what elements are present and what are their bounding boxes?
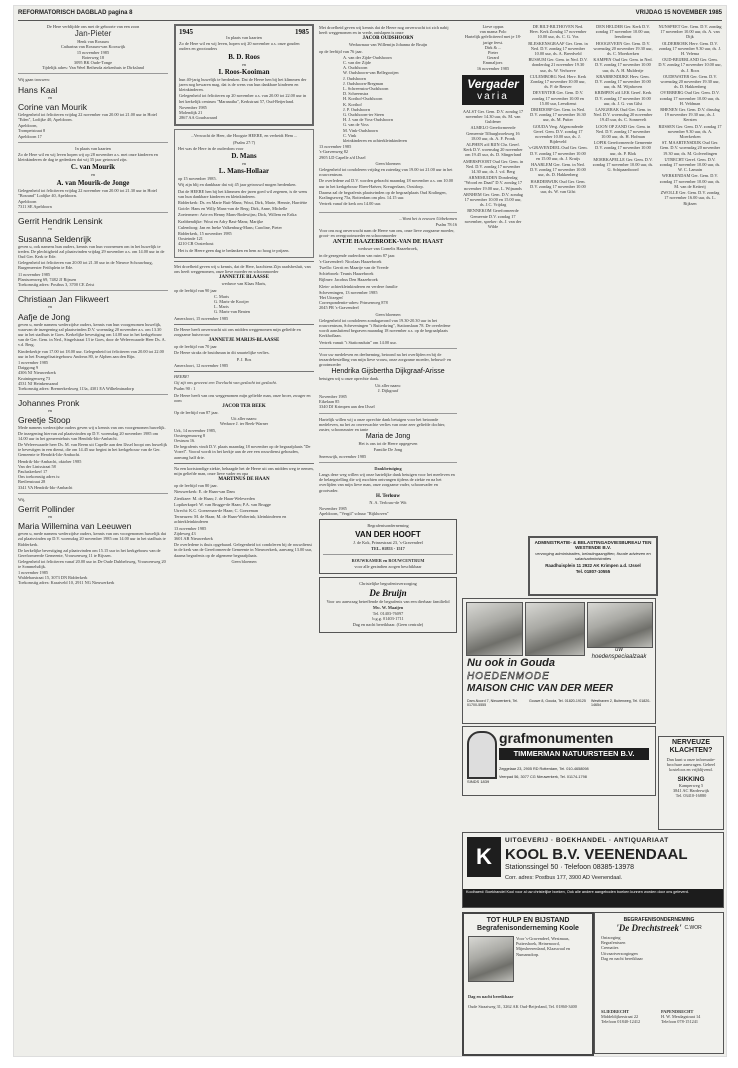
service-entry: AMERSFOORT Oud Ger. Gem. in Ned. D.V. zondag 17 november 14.30 uur, ds. J. v.d. Berg [462, 158, 524, 175]
service-entry: ZWOLLE Ger. Gem. D.V. zondag 17 november 16.00 uur, ds. L. Rijksen [660, 190, 720, 206]
tombstone-icon [467, 731, 497, 779]
service-entry: GOUDA Verg. Afgezonderde Geref. Gem. D.V. zondag 17 november 10.00 uur, ds. J. Bijdeveld [532, 123, 584, 145]
hat-photo-right [587, 602, 653, 648]
service-entry: KAMPEN Oud Ger. Gem. in Ned. D.V. zondag 17 november 10.00 uur, ds. A. H. Mulderije [593, 57, 653, 73]
service-entry: LOON OP ZAND Ger. Gem. in Ned. D.V. zondag 17 november 10.00 uur, ds. H. Hofman [595, 123, 651, 140]
vergader-varia-logo: Vergader varia [462, 75, 524, 105]
service-entry: RIJSSEN Ger. Gem. D.V. zondag 17 november 9.30 uur, ds. A. Moerkerken [658, 123, 722, 140]
service-entry: KRABBENDIJKE Herv. Gem. D.V. zondag 17 november 10.00 uur, ds. M. Wijnhoven [595, 73, 651, 90]
column-5 [528, 24, 588, 539]
column-2 [174, 24, 314, 1054]
terlouw-notice: Dankbetuiging Langs deze weg willen wij onze hartelijke dank betuigen voor het meeleven en de belangstelling die wij mochten ontvangen tijdens de ziekte en na het overlijden van mijn lieve man, onze zorgzame vader, schoonvader en grootvader. H. Terlouw N. A. Terlouw-de Wit November 1985 Apeldoorn, "Vergil" schuur "Rijkhoven" [319, 465, 455, 517]
bruijn-ad: Christelijke begrafenisverzorging De Bruijn Voor uw aanvraag betreffende de begrafenis van een dierbaar familielid Mw. W. Maaijen Tel. 01403-76097 b.g.g. 01403-1711 Dag en nacht bereikbaar. (Geen centrale) [319, 577, 457, 632]
grafmonumenten-ad: grafmonumenten TIMMERMAN NATUURSTEEN B.V. SINDS 1839 Zeggelaar 23, 2905 RD Rotterdam, Tel. 010-4658098 Veerpad 56, 3077 CG Nieuwerkerk, Tel. 01174-1798 [462, 726, 656, 796]
service-entry: BENNEKOM Gereformeerde Gemeente D.V. zondag 17 november, spreker: ds. J. van der Wilde [464, 208, 522, 230]
mans-box: ...Verwacht de Heer, die Hoogste HEERE, en verbeidt Hem ... (Psalm 27:7) Het was de Here in de ouderdom voor D. Mans en L. Mans-Hollaar op 15 november 1985. Wij zijn blij en dankbaar dat wij 45 jaar getrouwd mogen herdenken. Dat de HEERE hen bij het klimmen der jaren goed wil zegenen, is de wens van hun dankbare kinderen en kleinkinderen. Ridderkerk: Ds. en Marie Buit-Mans; Wout, Dirk, Marie, Hennie, Harriëtte Goirle: Hans en Willy Mans-van de Berg; Dirk, Anne, Michelle Zoetermeer: Arie en Henny Mans-Bodewijns; Dick, Willem en Erika Krabbendijke: Wout en Adry Bast-Mans; Marijke Culemborg: Jan en Ineke Valkenburg-Mans; Caroline, Pieter Ridderkerk, 15 november 1985 Oosteinde 121 4210 CB Oosterhout Het is de Heere geen dag te bedanken en hem zo hoog te prijzen. [174, 129, 314, 257]
service-entry: ST. MAARTENSDIJK Oud Ger. Gem. D.V. woensdag 20 november 19.30 uur, ds. M. Golverdingen [659, 140, 721, 156]
column-7 [658, 24, 722, 844]
couple-name-2: Corine van Mourik [18, 101, 87, 112]
service-entry: ARNEMUIDEN Donderdag "Woord en Daad" D.V. zondag 17 november 19.00 uur, L. Wijnands [463, 175, 523, 191]
service-entry: KRIMPEN a/d LEK Geref. Kerk D.V. zondag 17 november 10.00 uur, ds. J. G. van Gilst [594, 90, 652, 106]
service-entry: LANGERAK Oud Ger. Gem. in Ned. D.V. woensdag 20 november 19.45 uur, ds. C. Sonnevelt [593, 107, 653, 123]
service-entry: 's-GRAVENDEEL Oud Ger. Gem. D.V. zondag 17 november 10.00 en 15.00 uur, ds. J. Kruijs [528, 145, 588, 161]
service-entry: NUNSPEET Ger. Gem. D.V. zondag 17 november 10.00 uur, ds. A. van Dijk [658, 24, 722, 40]
announcement-intro: De Here verblijdde ons met de geboorte van een zoon Jan-Pieter Henk van Rossum Catharina van Rossum-van Kooswijk 15 november 1985 Boterweg 18 3095 BK Oude-Tonge Tijdelijk adres: Van Weel Bethesda ziekenhuis te Dirksland [42, 24, 144, 71]
hoeden-ad: uw hoedenspeciaalzaak Nu ook in Gouda HOEDENMODE MAISON CHIC VAN DER MEER Dam-Noord 7, Nieuwerkerk, Tel. 01700-5555 Gouwe 8, Gouda, Tel. 01820-19125 Westhaven 2, Buitenweg, Tel. 01820-14654 [462, 598, 656, 724]
service-entry: DRIEDORP Ger. Gem. in Ned. D.V. zondag 17 november 16.30 uur, ds. M. Putter [530, 107, 586, 123]
column-3 [319, 24, 457, 1054]
service-entry: BLESKENSGRAAF Ger. Gem. in Ned. D.V. zondag 17 november 10.00 uur, ds. A. Breedveld [528, 40, 588, 57]
service-entry: AALST Ger. Gem. D.V. zondag 17 november 14.30 uur, ds. M. van Guldener [462, 108, 524, 125]
service-entry: WERKENDAM Ger. Gem. D.V. zondag 17 november 10.00 uur, ds. M. van de Ketterij [659, 173, 721, 189]
service-entry: HAARLEM Ger. Gem. in Ned. D.V. zondag 17 november 10.00 uur, ds. D. Hakkenberg [530, 162, 586, 178]
terbeek-notice: HEERE! Gij zijt ons geweest een Toevlucht van geslacht tot geslacht. Psalm 90 : 1 De Heere heeft van ons weggenomen mijn geliefde man, onze broer, zwager en oom JACOB TER BEEK Op de leeftijd van 87 jaar. Uit aller naam: Weduwe J. ter Beek-Warner Urk, 14 november 1985, Oostergemaweg 8 Oestrum 16. De begrafenis vindt D.V. plaats maandag 18 november op de begraafplaats "De Vorrel". Vooraf wordt in het kerkje aan de zee een rouwdienst gehouden, aanvang half drie. [174, 371, 314, 463]
bijstand-ad: TOT HULP EN BIJSTAND Begrafenisonderneming Koole Voor 's-Gravendeel, Westmaas, Puttershoek, Heinenoord, Mijnsheerenland, Klaaswaal en Numansdorp. Dag en nacht bereikbaar Oude Straatweg 31, 3262 AK Oud-Beijerland, Tel. 01860-3400 [462, 912, 594, 1056]
hat-photo-middle [525, 602, 585, 656]
we-marry: Wij gaan trouwen: [18, 77, 50, 83]
service-entry: HOOGEVEEN Ger. Gem. D.V. woensdag 20 november 19.30 uur, ds. C. Moerkerken [593, 40, 653, 57]
service-entry: OVERBERG Oud Ger. Gem. D.V. zondag 17 november 10.00 uur, ds. H. Veldman [659, 90, 721, 106]
oudshoorn-notice: Met droefheid geven wij kennis dat de Heere nog onverwacht tot zich nabij heeft weggenomen en in vrede, ontslapen is onze JACOB OUDSHOORN Weduwnaar van Willemijn Johanna de Bruijn op de leeftijd van 76 jaar. A. van der Zijde-Oudshoorn C. van der Zijde A. Oudshoorn W. Oudshoorn-van Bellegooijen J. Oudshoorn J. Oudshoorn-Bregman L. Schreenstra-Oudshoorn D. Schreenstra H. Korthof-Oudshoorn K. Korthof J. P. Oudshoorn G. Oudshoorn-ter Steen H. J. van de Voss-Oudshoorn G. van de Voss M. Vink-Oudshoorn C. Vink kleinkinderen en achterkleinkinderen 13 november 1985 's-Gravenweg 82 2905 LD Capelle a/d IJssel Geen bloemen Gelegenheid tot condoleren vrijdag en zaterdag van 19.00 tot 21.00 uur in het rouwcentrum. De overledene zal D.V. worden gebracht maandag 18 november a.s. om 10.00 uur in het kerkgebouw Eben-Haëzer, Kreugerlaan, Oostdorp. Daarna zal de begrafenis plaatsvinden op de begraafplaats Oud Kralingen, Kralingseweg 75a, Rotterdam om plm. 14.15 uur. Vertrek vanaf de kerk om 14.00 uur. [319, 25, 454, 207]
column-1: De Here verblijdde ons met de geboorte van een zoon Jan-Pieter Henk van Rossum Catharina van Rossum-van Kooswijk 15 november 1985 Boterweg 18 3095 BK Oude-Tonge Tijdelijk adres: Van Weel Bethesda ziekenhuis te Dirksland Wij gaan trouwen: Hans Kaal en Corine van Mourik Gelegenheid tot feliciteren vrijdag 22 november van 20.00 tot 21.00 uur in Hotel "Eden", Lodijke 40, Apeldoorn. Apeldoorn, Trompetstraat 8 Apeldoorn 17 In plaats van kaarten Zo de Here wil en wij leven hopen wij op 28 november a.s. met onze kinderen en kleinkinderen de dag te gedenken dat wij 35 jaar getrouwd zijn. C. van Mourik en A. van Mourik-de Jonge Gelegenheid tot feliciteren vrijdag 22 november van 20.00 tot 21.30 uur in Hotel "Bosrand" Lodijke 40, Apeldoorn. Apeldoorn 7311 SE Apeldoorn Gerrit Hendrik Lensink en Susanna Seldenrijk geven u, ook namens hun ouders, kennis van hun voornemen om in het huwelijk te treden. De plechtigheid zal plaatsvinden vrijdag 29 november a.s. om 14.00 uur in de Oud Ger. Kerk te Ede. Gelegenheid tot feliciteren van 20.00 tot 21.30 uur in de Nieuwe Schouwburg, Burgemeester Feithplein te Ede. 11 november 1985 Plantsoenweg 69, 7482 JJ Rijssen Toekomstig adres: Postbus 3, 3700 CE Zeist Christiaan Jan Flikweert en Aafje de Jong geven u, mede namens wederzijdse ouders, kennis van hun voorgenomen huwelijk, waarvan de inzegening zal plaatsvinden D.V. woensdag 20 november a.s. om 13.30 uur in het stadhuis te Goes. Kerkelijke bevestiging om 14.00 uur in het kerkgebouw van de Ger. Gem. in Ned., Singelstraat 13 te Goes, door de Weleerwaarde Heer Ds. A. v.d. Berg. Kinderkerkje van 17.00 tot 18.00 uur. Gelegenheid tot feliciteren van 20.00 tot 22.00 uur in het Evangelisatiegebouw Andreas 80, te Alphen aan den Rijn. 1 november 1985 Daiggong 9 4306 NJ Nieuwerkerk Kruiningenweg 73 4531 NJ Heinkenszand Toekomstig adres: Bremerkerkweg 113a, 4301 EA Wilhelminadorp Johannes Pronk en Greetje Stoop Mede namens wederzijdse ouders geven wij u kennis van ons voorgenomen huwelijk. De inzegening hiervan zal plaatsvinden op D.V. woensdag 20 november 1985 om 14.00 uur in het gemeentehuis van Hendrik-Ido-Ambacht. De Weleerwaarde heer Ds. M. van Reem uit Capelle aan den IJssel hoopt ons huwelijk te bevestigen in een dienst, die om 14.45 uur begint in het kerkgebouw van de Ger. Gemeente te Hendrik-Ido-Ambacht. Hendrik-Ido-Ambacht, oktober 1985 Van der Linisstraat 58 Pauluskerkerf 17 Ons toekomstig adres is: Breilenstraat 28 3341 VA Hendrik-Ido-Ambacht Wij, Gerrit Pollinder en Maria Willemina van Leeuwen geven u, mede namens wederzijdse ouders, kennis van ons voorgenomen huwelijk dat zal plaatsvinden op D.V. woensdag 20 november 1985 om 14.00 uur in het stadhuis te Ridderkerk. De kerkelijke bevestiging zal plaatsvinden om 15.15 uur in het kerkgebouw van de Gereformeerde Gemeente, Vrouwenweg 11 te Rijssen. Gelegenheid tot feliciteren vanaf 20.00 uur in De Oude Dubbelsweg, Vrouwenweg 20 te Sommelsdijk. 1 november 1985 Waldebarstraat 15, 3073 DN Ridderkerk Toekomstig adres: Kraaiveld 10, 2911 NG Nieuwerkerk [18, 24, 167, 586]
column-4 [462, 24, 524, 584]
service-entry: ARNHEM Ger. Gem. D.V. zondag 17 november 10.00 en 15.00 uur, ds. J.C. Vrijdag [463, 191, 523, 208]
service-entry: OUDEWATER Ger. Gem. D.V. woensdag 20 november 19.30 uur, ds. D. Hakkenberg [660, 73, 720, 90]
small-congrats: Lieve oppas van mama Polo Hartelijk gefeliciteerd met je 18-jarige feest. Dirk & ... Pieter Gerard Emmaljoer. 16 november 1985 [464, 24, 522, 71]
dijkgraaf-notice: Voor uw medeleven en deelneming, betoond na het overlijden en bij de teraardebestelling van mijn lieve vrouw, onze zorgzame moeder, behuwd- en grootmoeder Hendrika Gijsbertha Dijkgraaf-Arisse betuigen wij u onze oprechte dank. Uit aller naam: J. Dijkgraaf November 1985 Eikelaan 85 3340 DJ Krimpen aan den IJssel [319, 351, 452, 410]
hat-photo-left [466, 602, 523, 656]
service-entry: ALPHEN a/d RIJN Chr. Geref. Kerk D.V. woensdag 20 november om 19.45 uur, ds. D. Slingerland [463, 142, 523, 158]
marijs-notice: De Heere heeft onverwacht uit ons midden weggenomen mijn geliefde en zorgzame huisvrouw JANNETJE MARIJS-BLAASSE op de leeftijd van 70 jaar De Heere straks de bruidsman in dit smartelijke verlies. P. J. Bos Amersfoort, 12 november 1985 [174, 324, 314, 371]
column-6 [592, 24, 654, 554]
service-entry: DEN HELDER Ger. Kerk D.V. zondag 17 november 10.00 uur, leesdienst [595, 24, 651, 40]
couple-name-1: Hans Kaal [18, 84, 58, 95]
dehaan-notice: Na een kortstondige ziekte, behaagde het de Heere uit ons midden weg te nemen, mijn geliefde man, onze lieve vader en opa MARTINUS DE HAAN op de leeftijd van 80 jaar. Nieuwerkerk: E. de Haan-van Dam Zierikzee: M. de Haan; J. de Haan-Welevreden Lopikerkapel: W. van Brugge-de Haan; P.A. van Brugge Utrecht: K.C. Goezeman-de Haan; C. Goezeman Terneuzen: M. de Haan; M. de Haan-Wolterink; kleinkinderen en achterkleinkinderen 13 november 1985 Zijdeweg 43 3601 AB Nieuwerkerk De overledene is thuis opgebaard. Gelegenheid tot condoleren bij de rouwdienst in de kerk van de Gereformeerde Gemeente in Nieuwerkerk, aanvang 13.00 uur, daarna begrafenis op de algemene begraafplaats. Geen bloemen [174, 463, 314, 567]
service-entry: LOPIK Gereformeerde Gemeente D.V. zondag 17 november 10.00 uur, ds. P. Blok [593, 140, 653, 156]
newspaper-page [14, 6, 726, 1056]
haazebroek-notice: ...Want het is eeuwen Uitbekomen Psalm 78:16 Voor ons nog onverwacht nam de Heere van ons, onze lieve zorgzame moeder, groot- en overgrootmoeder en schoonmoeder ANTJE HAAZEBROEK-VAN DE HAAST weduwe van Cornelis Haazebroek, in de gezegende ouderdom van ruim 87 jaar. 's-Gravendeel: Nicolaas Haazebroek Twello: Gerrit en Maartje van de Vreede Schiebroek: Teunis Haazebroek Bijlmer: Jacobus Den Haazebroek Klein- achterkleinkinderen en verdere familie Scheveningen, 13 november 1985 'Het Uitzegen' Correspondentie-adres: Prinsenweg 878 2045 PR 's-Gravendeel Geen bloemen Gelegenheid tot condoleren zondagavond van 19.30-20.30 uur in het rouwcentrum, Scheveningen "t Ruiterkring", Stationslaan 78. De overledene wordt aansluitend begraven maandag 18 november a.s. op de begraafplaats Kerkhoflaan. Vertrek vanuit "t Stationsduin" om 14.00 uur. [319, 215, 457, 345]
building-photo [468, 936, 514, 982]
kool-logo-icon: K [467, 837, 501, 877]
service-entry: HARDERWIJK Oud Ger. Gem. D.V. zondag 17 november 10.00 uur, ds. W. van Gilst [530, 178, 586, 195]
service-entry: OUD-BEIJERLAND Ger. Gem. D.V. zondag 17 november 10.00 uur, ds. J. Roos [658, 57, 722, 73]
service-entry: OLDEBROEK Herv. Gem. D.V. zondag 17 november 9.30 uur, ds. J. H. Velema [658, 40, 722, 57]
service-entry: DE BILT-BILTHOVEN Ned. Herv. Kerk Zondag 17 november 10.00 uur, ds. C. G. Vos [529, 24, 587, 40]
klachten-ad: NERVEUZE KLACHTEN? Dan kunt u onze informatie-brochure aanvragen. Geheel kosteloos en vrijblijvend. SIKKING Kamperweg 5 3841 AC Harderwijk Tel. 03410-16880 [658, 736, 724, 830]
service-entry: MOERKAPELLE Ger. Gem. D.V. zondag 17 november 10.00 uur, ds. G. Schipaanboord [592, 156, 654, 173]
service-entry: DEVENTER Ger. Gem. D.V. zondag 17 november 10.00 en 15.00 uur, Leesdienst [532, 90, 584, 106]
hooft-ad: Begrafenisonderneming VAN DER HOOFT J. de Kok, Prinsestraat 23, 's-Gravendeel TEL. 01853 - 1517 ROUWKAMER en ROUWCENTRUM voor alle gezindten zorgen beschikbaar [319, 519, 457, 574]
drechtstreek-ad: BEGRAFENISONDERNEMING 'De Drechtstreek' C.WOR Ontzorging Begrafenissen Crematies Uitvaartverzorgingen Dag en nacht bereikbaar SLIEDRECHT Middeldijkerstraat 22 Telefoon 01840-12412 PAPENDRECHT H. W. Mesdagstraat 14 Telefoon 078-151241 [594, 912, 724, 1054]
service-entry: UTRECHT Geref. Gem. D.V. zondag 17 november 10.00 uur, ds. W. C. Lamain [659, 156, 721, 173]
jubilee-box: 1945 1985 In plaats van kaarten Zo de Here wil en wij leven, hopen wij 20 november a.s. onze gouden ouders en grootouders B. D. Roos en I. Roos-Kooiman hun 40-jarig huwelijk te herdenken. Dat de Heere hen bij het klimmen der jaren nog bewaren mag, dat is de wens van hun dankbare kinderen en kleinkinderen. Gelegenheid tot feliciteren op 20 november a.s. van 20.00 tot 22.00 uur in het kerkelijk centrum "Maranatha", Kerkstraat 57, Oud-Beijerland. November 1985 Molendijk 21 2867 AA Goudswaard [174, 24, 314, 126]
service-entry: CULEMBORG Ned. Herv. Kerk Zondag 17 november 10.00 uur, ds. P. de Reuver [529, 73, 587, 90]
service-entry: ALMELO Gereformeerde Gemeente Tilburgbroekweg 16 18.00 uur, ds. A. F. Pronk [466, 125, 520, 141]
service-entry: BUSSUM Ger. Gem. in Ned. D.V. donderdag 21 november 19.30 uur, ds. W. Verhoeve [528, 57, 588, 73]
blaasse-notice: Met droefheid geven wij u kennis, dat de Here, krachtens Zijn raadsbesluit, van ons heeft weggenomen, onze lieve moeder en schoonmoeder JANNETJE BLAASSE weduwe van Klaas Maris, op de leeftijd van 90 jaar C. Maris G. Maris-de Kooijer L. Maris G. Maris-van Beaten Amersfoort, 15 november 1985 [174, 261, 314, 324]
header-left: REFORMATORISCH DAGBLAD pagina 8 [18, 10, 133, 16]
dejong-notice: Hartelijk willen wij u onze oprechte dank betuigen voor het betoonde medeleven, na het zo onverwachte verlies van onze zeer geliefde dochter, zuster, schoonzuster en tante Maria de Jong Het is ons tot de Heere opgegeven Familie De Jong Sneeuwijk, november 1985 [319, 416, 446, 459]
service-entry: RHENEN Ger. Gem. D.V. dinsdag 19 november 19.30 uur, ds. J. Kersten [660, 107, 720, 123]
kool-ad: K UITGEVERIJ · BOEKHANDEL · ANTIQUARIAAT KOOL B.V. VEENENDAAL Stationssingel 50 · Telefoon 08385-13978 Corr. adres: Postbus 177, 3900 AD Veenendaal. Koolhaerd: Boekhandel Kool voor al uw christelijke boeken, Ook alle andere aangeboden boeken kunnen worden door ons geleverd. [462, 832, 724, 908]
page-header [18, 8, 722, 21]
administratie-ad: ADMINISTRATIE- & BELASTINGADVIESBUREAU TEN WESTENDE B.V. verzorging administraties, belastingaangiften, fiscale adviezen en salarisadministraties Raadhuisplein 11 2922 AK Krimpen a.d. IJssel Tel. 01807-10555 [528, 536, 658, 596]
header-right: VRIJDAG 15 NOVEMBER 1985 [635, 10, 722, 16]
